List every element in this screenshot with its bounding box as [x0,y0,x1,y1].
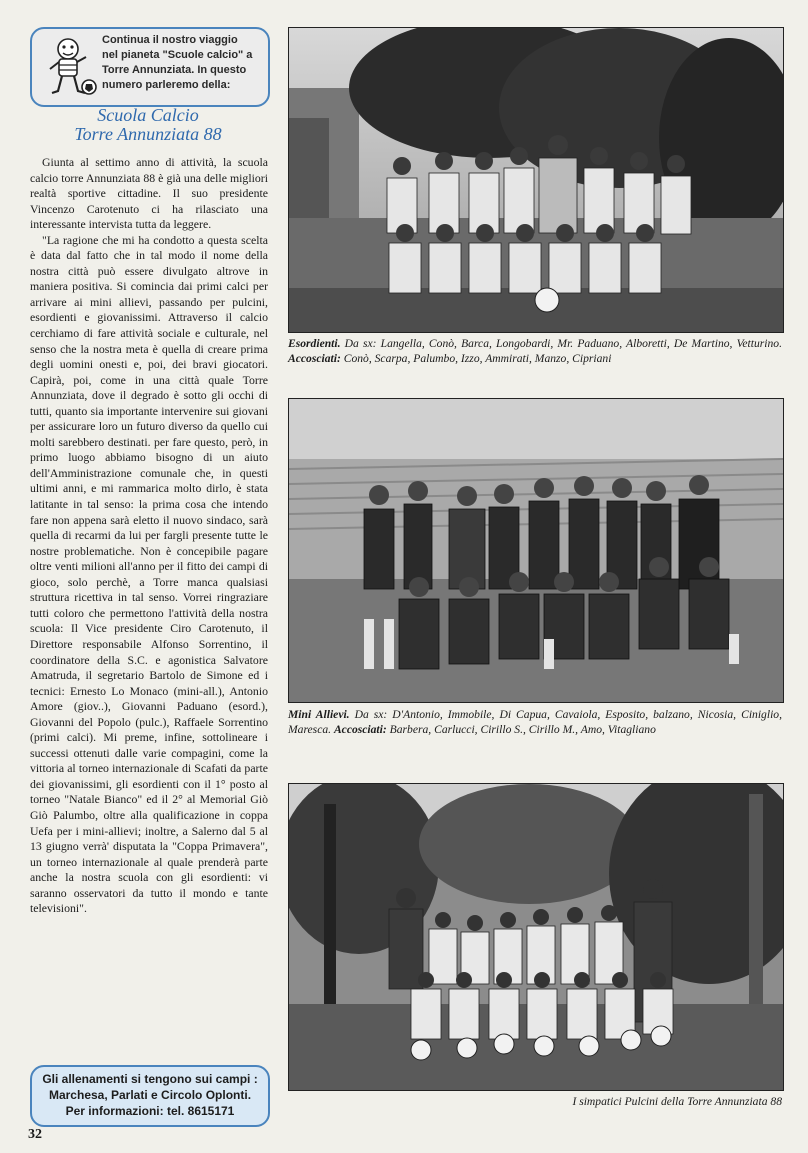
caption-label: Accosciati: [288,352,341,365]
page-number: 32 [28,1127,42,1142]
caption-text: Da sx: D'Antonio, Immobile, Di Capua, Cavaiola, Esposito, balzano, Nicosia, Ciniglio, Maresca. [288,708,782,736]
photo-esordienti [288,27,784,333]
caption-label: Esordienti. [288,337,341,350]
photo-mini-allievi [288,398,784,703]
caption-text: Barbera, Carlucci, Cirillo S., Cirillo M., Amo, Vitagliano [386,723,656,736]
team-photo-image [289,399,783,702]
caption-text: Conò, Scarpa, Palumbo, Izzo, Ammirati, Manzo, Cipriani [340,352,612,365]
caption-label: Accosciati: [333,723,387,736]
article-title: Scuola Calcio Torre Annunziata 88 [74,105,222,144]
team-photo-image [289,784,783,1090]
caption-esordienti [288,336,782,366]
training-info-text: Gli allenamenti si tengono sui campi : Marchesa, Parlati e Circolo Oplonti. Per informazioni: tel. 8615171 [42,1072,258,1118]
article-body [30,155,268,917]
caption-mini-allievi [288,707,782,737]
team-photo-image [289,28,783,332]
photo-pulcini [288,783,784,1091]
football-mascot-icon [44,35,100,99]
article-paragraph: Giunta al settimo anno di attività, la scuola calcio torre Annunziata 88 è già una delle migliori realtà sportive cittadine. Il suo presidente Vincenzo Carotenuto ci ha rilasciato una interessante intervista tutta da leggere. [30,155,268,232]
intro-box [30,27,270,107]
training-info-box [30,1065,270,1127]
caption-pulcini: I simpatici Pulcini della Torre Annunziata 88 [572,1095,782,1108]
intro-text: Continua il nostro viaggio nel pianeta "Scuole calcio" a Torre Annunziata. In questo numero parleremo della: [102,34,253,91]
article-paragraph: "La ragione che mi ha condotto a questa scelta è data dal fatto che in tal modo il nome della nostra città può essere divulgato altrove in maniera positiva. Si comincia dai primi calci per arrivare ai mini allievi, passando per pulcini, esordienti e giovanissimi. Attraverso il calcio cerchiamo di fare attività sociale e culturale, nel senso che la nostra meta è quella di creare prima degli uomini onesti e, poi, dei bravi giocatori. Capirà, poi, come in una città quale Torre Annunziata, dove il degrado è sotto gli occhi di tutti, quanto sia importante intervenire sui giovani per assicurare loro un futuro diverso da quello cui molti sarebbero destinati. per fare questo, però, in primo luogo abbiamo bisogno di un aiuto dell'Amministrazione comunale che, in questi ultimi anni, e mi rammarica molto dirlo, è stata latitante in tal senso: la prima cosa che intendo fare non appena sarà eletto il nuovo sindaco, sarà quella di recarmi da lui per fargli presente tutte le nostre problematiche. Non è concepibile pagare oltre venti milioni all'anno per il fitto dei campi di gioco, solo perchè, a Torre manca qualsiasi struttura ricettiva in tal senso. Vorrei ringraziare tutti coloro che permettono l'attività della nostra scuola: Il Vice presidente Ciro Carotenuto, il Direttore responsabile Alfonso Sorrentino, il coordinatore della S.C. e agonistica Salvatore Amatruda, il segretario Bartolo de Simone ed i tecnici: Ernesto Lo Monaco (mini-all.), Antonio Amore (giov..), Giovanni Paduano (esord.), Giovanni del Popolo (pulc.), Raffaele Sorrentino (primi calci). Mi preme, infine, sottolineare i successi ottenuti dalle varie compagini, come la vittoria al torneo internazionale di Scafati da parte dei giovanissimi, gli esordienti con il 1° posto al torneo "Natale Bianco" ed il 2° al Memorial Giò Giò Palumbo, oltre alla qualificazione in coppa Uefa per i mini-allievi; inoltre, a Salerno dal 5 al 13 giugno verrà' disputata la "Coppa Primavera", un torneo internazionale al quale prenderà parte anche la nostra scuola con gli esordienti: vi saranno osservatori da tutto il mondo e tante televisioni". [30,232,268,916]
caption-text: Da sx: Langella, Conò, Barca, Longobardi, Mr. Paduano, Alboretti, De Martino, Vetturino. [340,337,782,350]
caption-label: Mini Allievi. [288,708,350,721]
